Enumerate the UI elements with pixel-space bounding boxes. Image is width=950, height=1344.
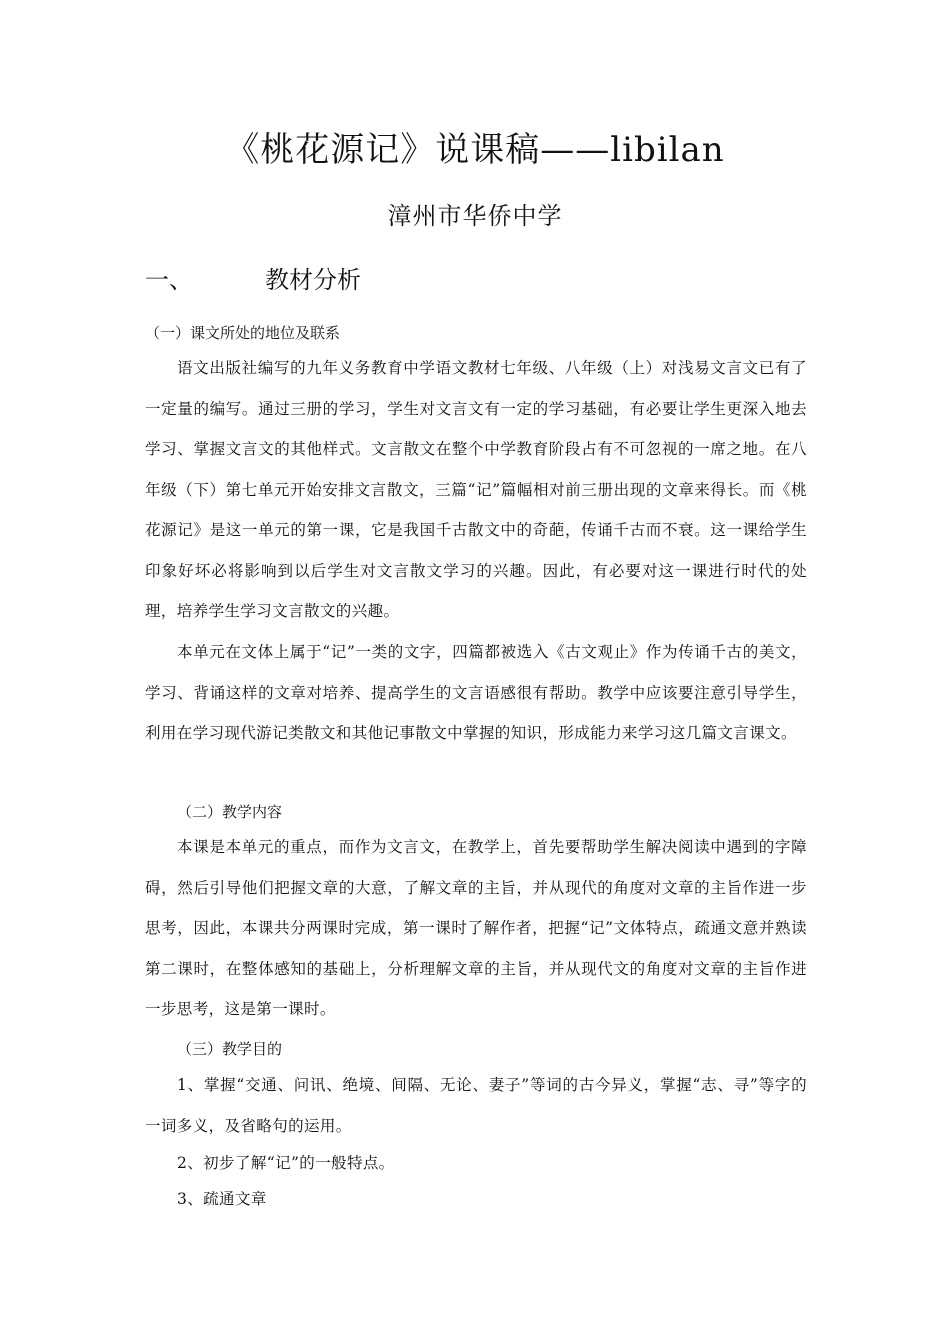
goal-item-2: 2、初步了解“记”的一般特点。 [177,1154,395,1172]
goal-item-1: 1、掌握“交通、问讯、绝境、间隔、无论、妻子”等词的古今异义，掌握“志、寻”等字的一词多义，及省略句的运用。 [145,1076,807,1135]
paragraph-unit: 本单元在文体上属于“记”一类的文字，四篇都被选入《古文观止》作为传诵千古的美文，学习、背诵这样的文章对培养、提高学生的文言语感很有帮助。教学中应该要注意引导学生，利用在学习现代游记类散文和其他记事散文中掌握的知识，形成能力来学习这几篇文言课文。 [145,643,807,742]
subheading-position: （一）课文所处的地位及联系 [145,324,341,342]
goal-item-3: 3、疏通文章 [177,1190,267,1208]
section-title: 教材分析 [265,266,361,294]
section-heading-1 [145,262,361,298]
document-title: 《桃花源记》说课稿——libilan [225,130,725,170]
paragraph-content: 本课是本单元的重点，而作为文言文，在教学上，首先要帮助学生解决阅读中遇到的字障碍，然后引导他们把握文章的大意，了解文章的主旨，并从现代的角度对文章的主旨作进一步思考，因此，本课共分两课时完成，第一课时了解作者，把握“记”文体特点，疏通文意并熟读第二课时，在整体感知的基础上，分析理解文章的主旨，并从现代文的角度对文章的主旨作进一步思考，这是第一课时。 [145,838,807,1018]
subheading-goals: （三）教学目的 [177,1040,283,1058]
section-number: 一、 [145,266,193,294]
subheading-content: （二）教学内容 [177,803,283,821]
school-name: 漳州市华侨中学 [387,202,563,230]
paragraph-position: 语文出版社编写的九年义务教育中学语文教材七年级、八年级（上）对浅易文言文已有了一定量的编写。通过三册的学习，学生对文言文有一定的学习基础，有必要让学生更深入地去学习、掌握文言文的其他样式。文言散文在整个中学教育阶段占有不可忽视的一席之地。在八年级（下）第七单元开始安排文言散文，三篇“记”篇幅相对前三册出现的文章来得长。而《桃花源记》是这一单元的第一课，它是我国千古散文中的奇葩，传诵千古而不衰。这一课给学生印象好坏必将影响到以后学生对文言散文学习的兴趣。因此，有必要对这一课进行时代的处理，培养学生学习文言散文的兴趣。 [145,359,807,620]
